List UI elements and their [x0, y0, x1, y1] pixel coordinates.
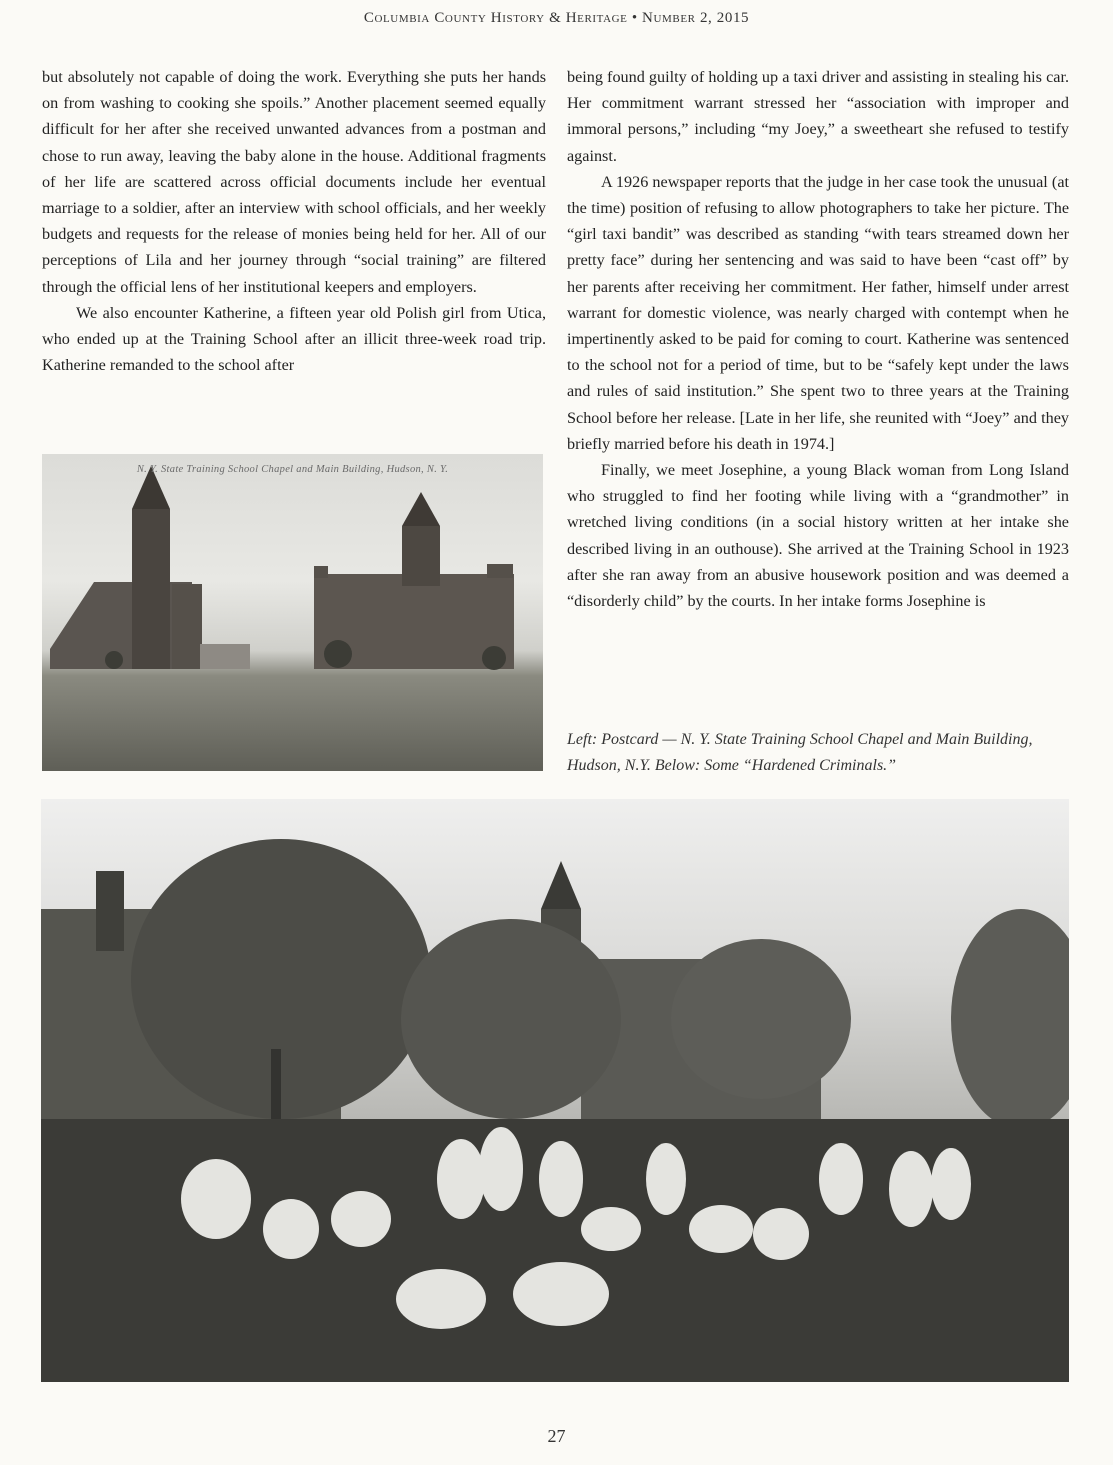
grounds-photo: [41, 799, 1069, 1382]
left-text-column: [42, 64, 546, 378]
postcard-illustration: [42, 454, 543, 771]
grounds-photo-illustration: [41, 799, 1069, 1382]
postcard-photo: [42, 454, 543, 771]
right-text-column: [567, 64, 1069, 614]
right-paragraph-2: A 1926 newspaper reports that the judge in her case took the unusual (at the time) position of refusing to allow photographers to take her picture. The “girl taxi bandit” was described as standing “with tears streamed down her pretty face” during her sentencing and was said to have been “cast off” by her parents after receiving her commitment. Her father, himself under arrest warrant for domestic violence, was nearly charged with contempt when he impertinently asked to be paid for coming to court. Katherine was sentenced to the school not for a period of time, but to be “safely kept under the laws and rules of said institution.” She spent two to three years at the Training School before her release. [Late in her life, she reunited with “Joey” and they briefly married before his death in 1974.]: [567, 172, 1069, 453]
right-paragraph-1: being found guilty of holding up a taxi driver and assisting in stealing his car. Her commitment warrant stressed her “association with improper and immoral persons,” including “my Joey,” a sweetheart she refused to testify against.: [567, 68, 1069, 165]
right-paragraph-3: Finally, we meet Josephine, a young Black woman from Long Island who struggled to find her footing while living with a “grandmother” in wretched living conditions (in a social history written at her intake she described living in an outhouse). She arrived at the Training School in 1923 after she ran away from an abusive housework position and was deemed a “disorderly child” by the courts. In her intake forms Josephine is: [567, 461, 1069, 611]
photo-caption: Left: Postcard — N. Y. State Training School Chapel and Main Building, Hudson, N.Y. Below: Some “Hardened Criminals.”: [567, 731, 1033, 774]
left-paragraph-2: We also encounter Katherine, a fifteen year old Polish girl from Utica, who ended up at the Training School after an illicit three-week road trip. Katherine remanded to the school after: [42, 303, 546, 375]
postcard-printed-title: N. Y. State Training School Chapel and Main Building, Hudson, N. Y.: [136, 464, 449, 475]
page-number: 27: [547, 1426, 566, 1446]
running-head: Columbia County History & Heritage • Number 2, 2015: [363, 10, 750, 26]
left-paragraph-1: but absolutely not capable of doing the work. Everything she puts her hands on from washing to cooking she spoils.” Another placement seemed equally difficult for her after she received unwanted advances from a postman and chose to run away, leaving the baby alone in the house. Additional fragments of her life are scattered across official documents include her eventual marriage to a soldier, after an interview with school officials, and her weekly budgets and requests for the release of monies being held for her. All of our perceptions of Lila and her journey through “social training” are filtered through the official lens of her institutional keepers and employers.: [42, 68, 546, 296]
